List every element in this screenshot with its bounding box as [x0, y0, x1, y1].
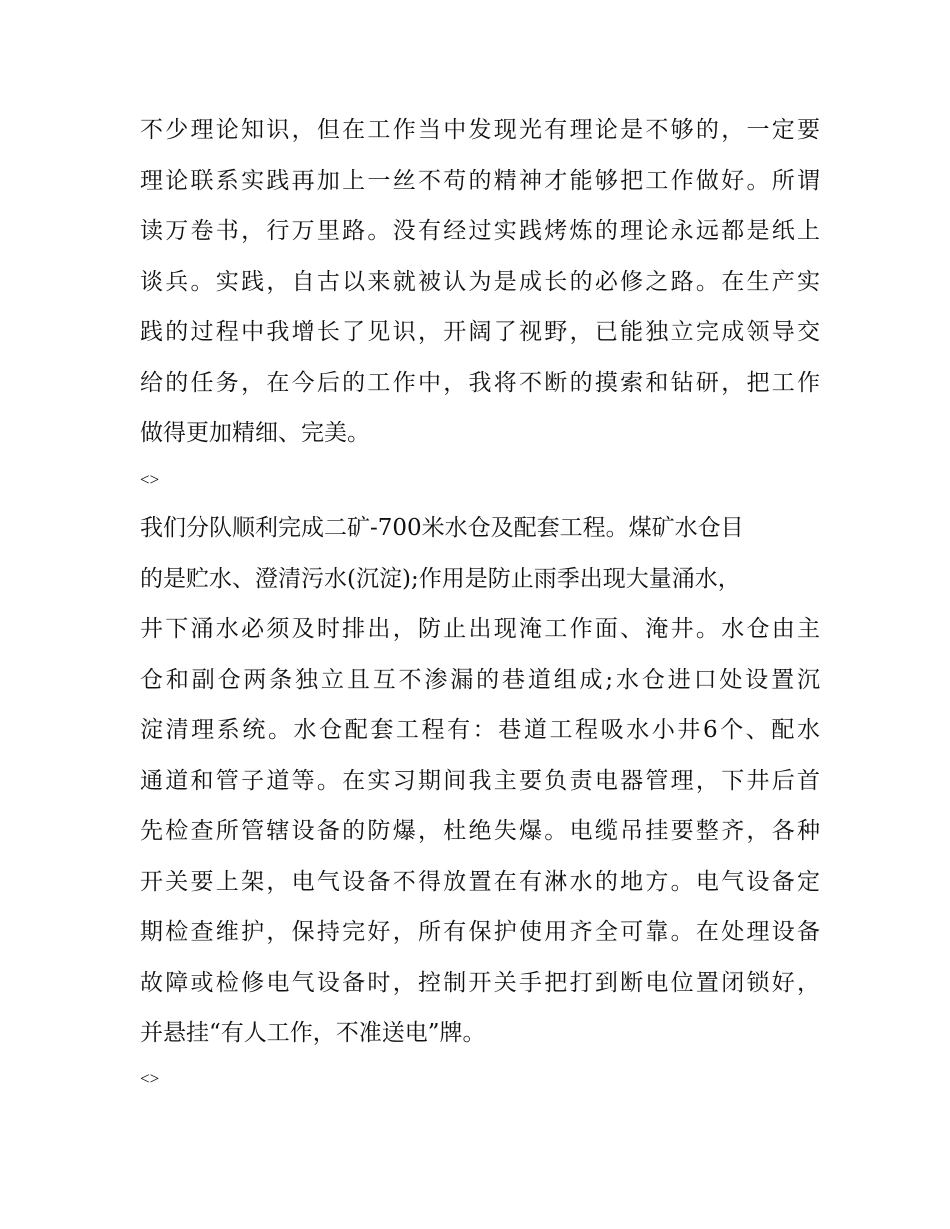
separator-marker: <>	[140, 470, 160, 489]
paragraph-line: 做得更加精细、完美。	[140, 420, 370, 446]
paragraph-line: 井下涌水必须及时排出，防止出现淹工作面、淹井。水仓由主	[140, 616, 820, 642]
paragraph-line: 期检查维护，保持完好，所有保护使用齐全可靠。在处理设备	[140, 919, 820, 945]
paragraph-line: 我们分队顺利完成二矿-700米水仓及配套工程。煤矿水仓目	[140, 515, 744, 541]
paragraph-line: 通道和管子道等。在实习期间我主要负责电器管理，下井后首	[140, 767, 820, 794]
separator-marker: <>	[140, 1069, 160, 1088]
paragraph-line: 开关要上架，电气设备不得放置在有淋水的地方。电气设备定	[140, 868, 820, 895]
paragraph-line: 谈兵。实践，自古以来就被认为是成长的必修之路。在生产实	[140, 268, 820, 295]
paragraph-1	[140, 105, 820, 459]
paragraph-line: 故障或检修电气设备时，控制开关手把打到断电位置闭锁好，	[140, 969, 820, 996]
paragraph-line: 读万卷书，行万里路。没有经过实践烤炼的理论永远都是纸上	[140, 218, 820, 244]
paragraph-line: 并悬挂“有人工作，不准送电”牌。	[140, 1020, 486, 1046]
paragraph-line: 理论联系实践再加上一丝不苟的精神才能够把工作做好。所谓	[140, 167, 820, 194]
paragraph-line: 不少理论知识，但在工作当中发现光有理论是不够的，一定要	[140, 117, 820, 143]
paragraph-2	[140, 503, 820, 1059]
paragraph-line: 给的任务，在今后的工作中，我将不断的摸索和钻研，把工作	[140, 369, 820, 396]
paragraph-line: 践的过程中我增长了见识，开阔了视野，已能独立完成领导交	[140, 319, 820, 345]
paragraph-line: 先检查所管辖设备的防爆，杜绝失爆。电缆吊挂要整齐，各种	[140, 818, 820, 844]
paragraph-line: 仓和副仓两条独立且互不渗漏的巷道组成;水仓进口处设置沉	[140, 666, 820, 693]
paragraph-line: 淀清理系统。水仓配套工程有：巷道工程吸水小井6个、配水	[140, 717, 820, 743]
paragraph-line: 的是贮水、澄清污水(沉淀);作用是防止雨季出现大量涌水，	[140, 565, 741, 592]
